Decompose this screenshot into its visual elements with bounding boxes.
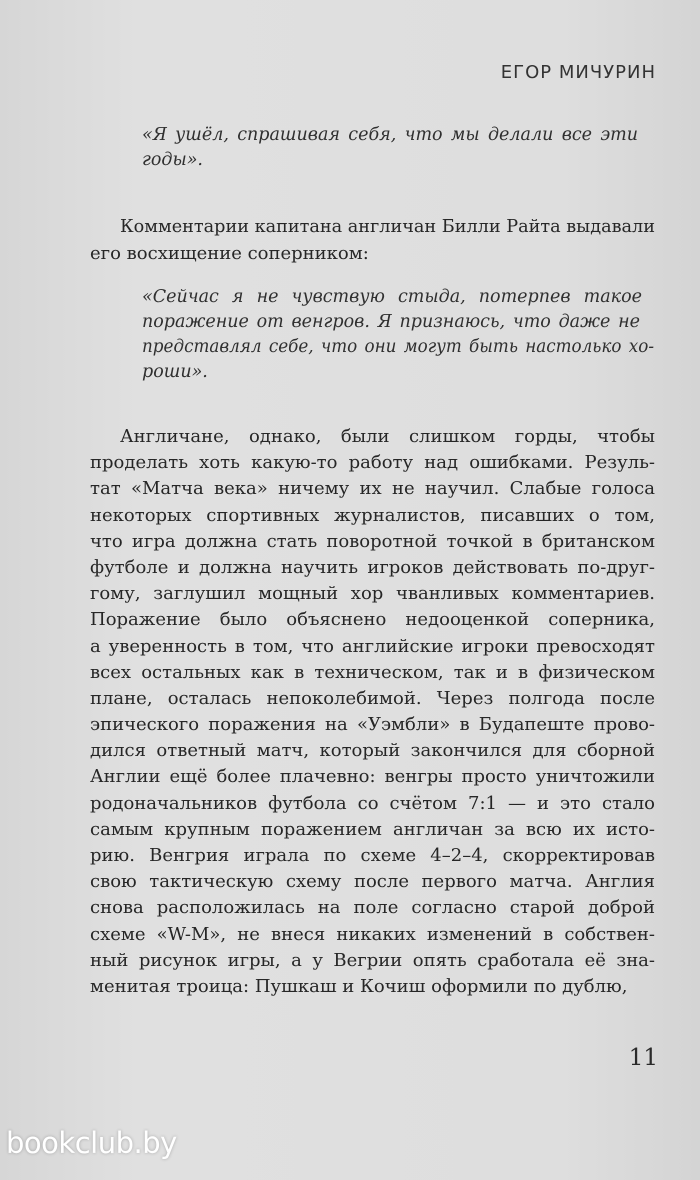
paragraph-line: а уверенность в том, что английские игроки превосходят: [90, 635, 655, 657]
paragraph-line: проделать хоть какую-то работу над ошибками. Резуль-: [90, 452, 655, 474]
page-number: 11: [628, 1045, 658, 1071]
block-quote: [142, 123, 654, 173]
paragraph-line: свою тактическую схему после первого матча. Англия: [90, 871, 655, 893]
quote-line: «Я ушёл, спрашивая себя, что мы делали все эти: [142, 125, 638, 145]
paragraph-line: схеме «W-M», не внеся никаких изменений в собствен-: [90, 923, 655, 945]
paragraph-line: Комментарии капитана англичан Билли Райта выдавали: [120, 216, 655, 237]
quote-line: «Сейчас я не чувствую стыда, потерпев такое: [142, 287, 642, 307]
paragraph-line: самым крупным поражением англичан за всю их исто-: [90, 818, 655, 840]
paragraph-line: Поражение было объяснено недооценкой соперника,: [90, 609, 655, 631]
paragraph-line: Англии ещё более плачевно: венгры просто уничтожили: [90, 766, 655, 788]
paragraph-line: дился ответный матч, который закончился для сборной: [90, 740, 655, 762]
quote-line: представлял себе, что они могут быть настолько хо-: [142, 337, 654, 357]
paragraph-line: плане, осталась непоколебимой. Через полгода после: [90, 687, 655, 709]
watermark: bookclub.by: [6, 1126, 177, 1160]
paragraph-line: Англичане, однако, были слишком горды, чтобы: [120, 426, 655, 447]
paragraph-line: рию. Венгрия играла по схеме 4–2–4, скорректировав: [90, 845, 655, 866]
paragraph-line: менитая троица: Пушкаш и Кочиш оформили по дублю,: [90, 975, 628, 997]
paragraph-line: родоначальников футбола со счётом 7:1 — и это стало: [90, 792, 655, 814]
paragraph-line: эпического поражения на «Уэмбли» в Будапеште прово-: [90, 714, 655, 736]
paragraph: [90, 213, 655, 267]
quote-line: годы».: [142, 150, 203, 170]
paragraph-line: некоторых спортивных журналистов, писавших о том,: [90, 504, 655, 526]
paragraph: [90, 424, 655, 1000]
paragraph-line: что игра должна стать поворотной точкой в британском: [90, 530, 655, 552]
running-head-author: ЕГОР МИЧУРИН: [500, 62, 656, 83]
quote-line: поражение от венгров. Я признаюсь, что даже не: [142, 312, 640, 332]
paragraph-line: его восхищение соперником:: [90, 243, 369, 264]
paragraph-line: гому, заглушил мощный хор чванливых комментариев.: [90, 583, 655, 605]
block-quote: [142, 285, 654, 385]
paragraph-line: футболе и должна научить игроков действовать по-друг-: [90, 556, 655, 578]
quote-line: роши».: [142, 362, 208, 382]
paragraph-line: снова расположилась на поле согласно старой доброй: [90, 897, 655, 919]
paragraph-line: тат «Матча века» ничему их не научил. Слабые голоса: [90, 478, 655, 500]
paragraph-line: всех остальных как в техническом, так и в физическом: [90, 661, 655, 683]
paragraph-line: ный рисунок игры, а у Вегрии опять сработала её зна-: [90, 949, 655, 971]
